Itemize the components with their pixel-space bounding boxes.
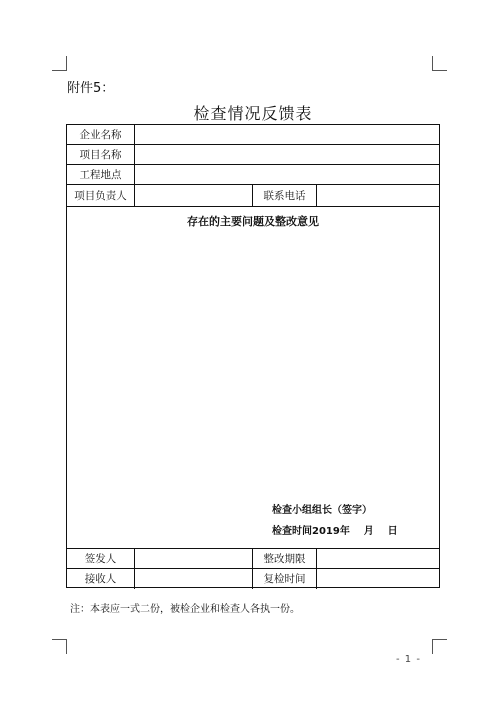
receiver-label: 接收人 — [84, 572, 117, 585]
rectification-deadline-field[interactable] — [317, 549, 439, 568]
project-name-field[interactable] — [135, 145, 439, 164]
company-name-label: 企业名称 — [79, 129, 122, 141]
contact-phone-label: 联系电话 — [263, 190, 306, 202]
crop-mark-top-right — [432, 56, 447, 71]
project-name-label: 项目名称 — [79, 149, 122, 161]
recheck-time-label: 复检时间 — [263, 572, 306, 585]
feedback-form-table — [66, 124, 440, 588]
page-number: - 1 - — [396, 654, 421, 665]
rectification-deadline-label: 整改期限 — [263, 553, 306, 565]
project-manager-field[interactable] — [135, 185, 252, 206]
crop-mark-top-left — [52, 56, 67, 71]
issuer-field[interactable] — [135, 549, 252, 568]
project-manager-label: 项目负责人 — [74, 190, 127, 202]
inspection-date: 检查时间2019年 月 日 — [272, 525, 398, 537]
attachment-label: 附件5： — [67, 81, 115, 96]
inspection-team-leader-signature: 检查小组组长（签字） — [272, 504, 372, 516]
issuer-label: 签发人 — [84, 553, 117, 565]
footnote: 注：本表应一式二份，被检企业和检查人各执一份。 — [70, 604, 300, 615]
project-location-field[interactable] — [135, 165, 439, 184]
recheck-time-field[interactable] — [317, 569, 439, 587]
crop-mark-bottom-left — [52, 639, 67, 654]
contact-phone-field[interactable] — [317, 185, 439, 206]
receiver-field[interactable] — [135, 569, 252, 587]
issues-heading: 存在的主要问题及整改意见 — [187, 215, 319, 228]
row-divider — [67, 206, 439, 207]
project-location-label: 工程地点 — [79, 169, 122, 181]
page-title: 检查情况反馈表 — [193, 104, 313, 123]
company-name-field[interactable] — [135, 125, 439, 144]
crop-mark-bottom-right — [432, 639, 447, 654]
